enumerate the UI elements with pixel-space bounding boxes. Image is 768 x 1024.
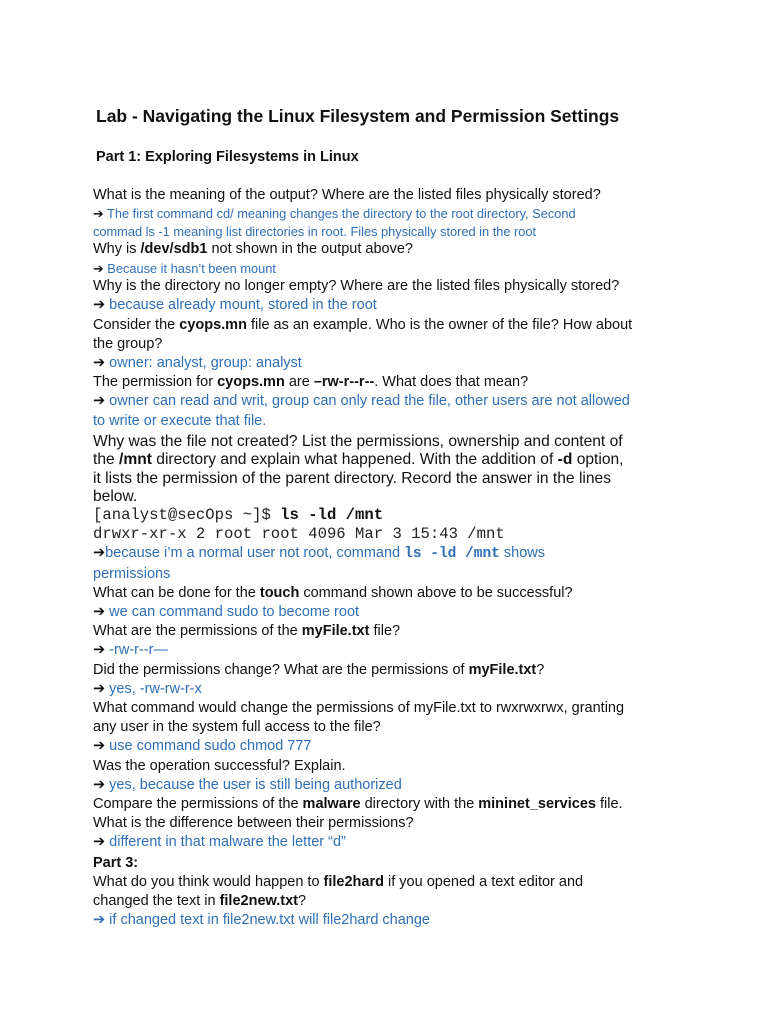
- arrow-icon: ➔: [93, 355, 106, 371]
- arrow-icon: ➔: [93, 834, 106, 851]
- document-page: [93, 104, 693, 931]
- question-8: What are the permissions of the myFile.txt file?: [93, 623, 401, 640]
- page-title: Lab - Navigating the Linux Filesystem and Permission Settings: [96, 106, 620, 126]
- arrow-icon: ➔: [93, 545, 106, 562]
- question-2: Why is /dev/sdb1 not shown in the output above?: [93, 241, 413, 258]
- question-5: The permission for cyops.mn are –rw-r--r--. What does that mean?: [93, 374, 529, 391]
- answer-8: ➔ -rw-r--r—: [93, 642, 168, 659]
- answer-10: ➔ use command sudo chmod 777: [93, 738, 312, 755]
- question-1: What is the meaning of the output? Where are the listed files physically stored?: [93, 187, 601, 203]
- answer-5: ➔ owner can read and writ, group can only read the file, other users are not allowed to write or execute that file.: [93, 393, 630, 429]
- answer-7: ➔ we can command sudo to become root: [93, 604, 360, 621]
- answer-6: ➔because i’m a normal user not root, command ls -ld /mnt shows permissions: [93, 545, 546, 582]
- question-4: Consider the cyops.mn file as an example. Who is the owner of the file? How about the group?: [93, 316, 633, 352]
- command-output: drwxr-xr-x 2 root root 4096 Mar 3 15:43 /mnt: [93, 525, 505, 544]
- arrow-icon: ➔: [93, 604, 106, 621]
- question-6: Why was the file not created? List the permissions, ownership and content of the /mnt directory and explain what happened. With the addition of -d option, it lists the permission of the parent directory. Record the answer in the lines below.: [93, 432, 624, 506]
- answer-12: ➔ different in that malware the letter “d”: [93, 834, 346, 851]
- answer-11: ➔ yes, because the user is still being authorized: [93, 776, 402, 793]
- arrow-icon: ➔: [93, 680, 106, 697]
- question-9: Did the permissions change? What are the permissions of myFile.txt?: [93, 661, 545, 678]
- arrow-icon: ➔: [93, 912, 106, 929]
- question-7: What can be done for the touch command shown above to be successful?: [93, 584, 573, 601]
- answer-3: ➔ because already mount, stored in the root: [93, 297, 377, 314]
- answer-1: ➔ The first command cd/ meaning changes the directory to the root directory, Second commad ls -1 meaning list directories in root. Files physically stored in the root: [93, 206, 576, 239]
- answer-13: ➔ if changed text in file2new.txt will file2hard change: [93, 912, 430, 929]
- arrow-icon: ➔: [93, 297, 106, 314]
- part3-heading: Part 3:: [93, 854, 139, 871]
- arrow-icon: ➔: [93, 260, 104, 276]
- question-13: What do you think would happen to file2hard if you opened a text editor and changed the text in file2new.txt?: [93, 873, 584, 910]
- arrow-icon: ➔: [93, 393, 106, 410]
- question-10: What command would change the permissions of myFile.txt to rwxrwxrwx, granting any user in the system full access to the file?: [93, 700, 625, 736]
- arrow-icon: ➔: [93, 642, 106, 659]
- arrow-icon: ➔: [93, 206, 104, 222]
- part1-heading: Part 1: Exploring Filesystems in Linux: [96, 149, 359, 165]
- answer-4: ➔ owner: analyst, group: analyst: [93, 355, 302, 371]
- question-3: Why is the directory no longer empty? Where are the listed files physically stored?: [93, 278, 620, 295]
- question-12: Compare the permissions of the malware directory with the mininet_services file. What is the difference between their permissions?: [93, 796, 623, 832]
- command-line: [analyst@secOps ~]$ ls -ld /mnt: [93, 506, 384, 525]
- answer-9: ➔ yes, -rw-rw-r-x: [93, 680, 202, 697]
- answer-2: ➔ Because it hasn’t been mount: [93, 260, 276, 276]
- question-11: Was the operation successful? Explain.: [93, 757, 346, 774]
- arrow-icon: ➔: [93, 776, 106, 793]
- arrow-icon: ➔: [93, 738, 106, 755]
